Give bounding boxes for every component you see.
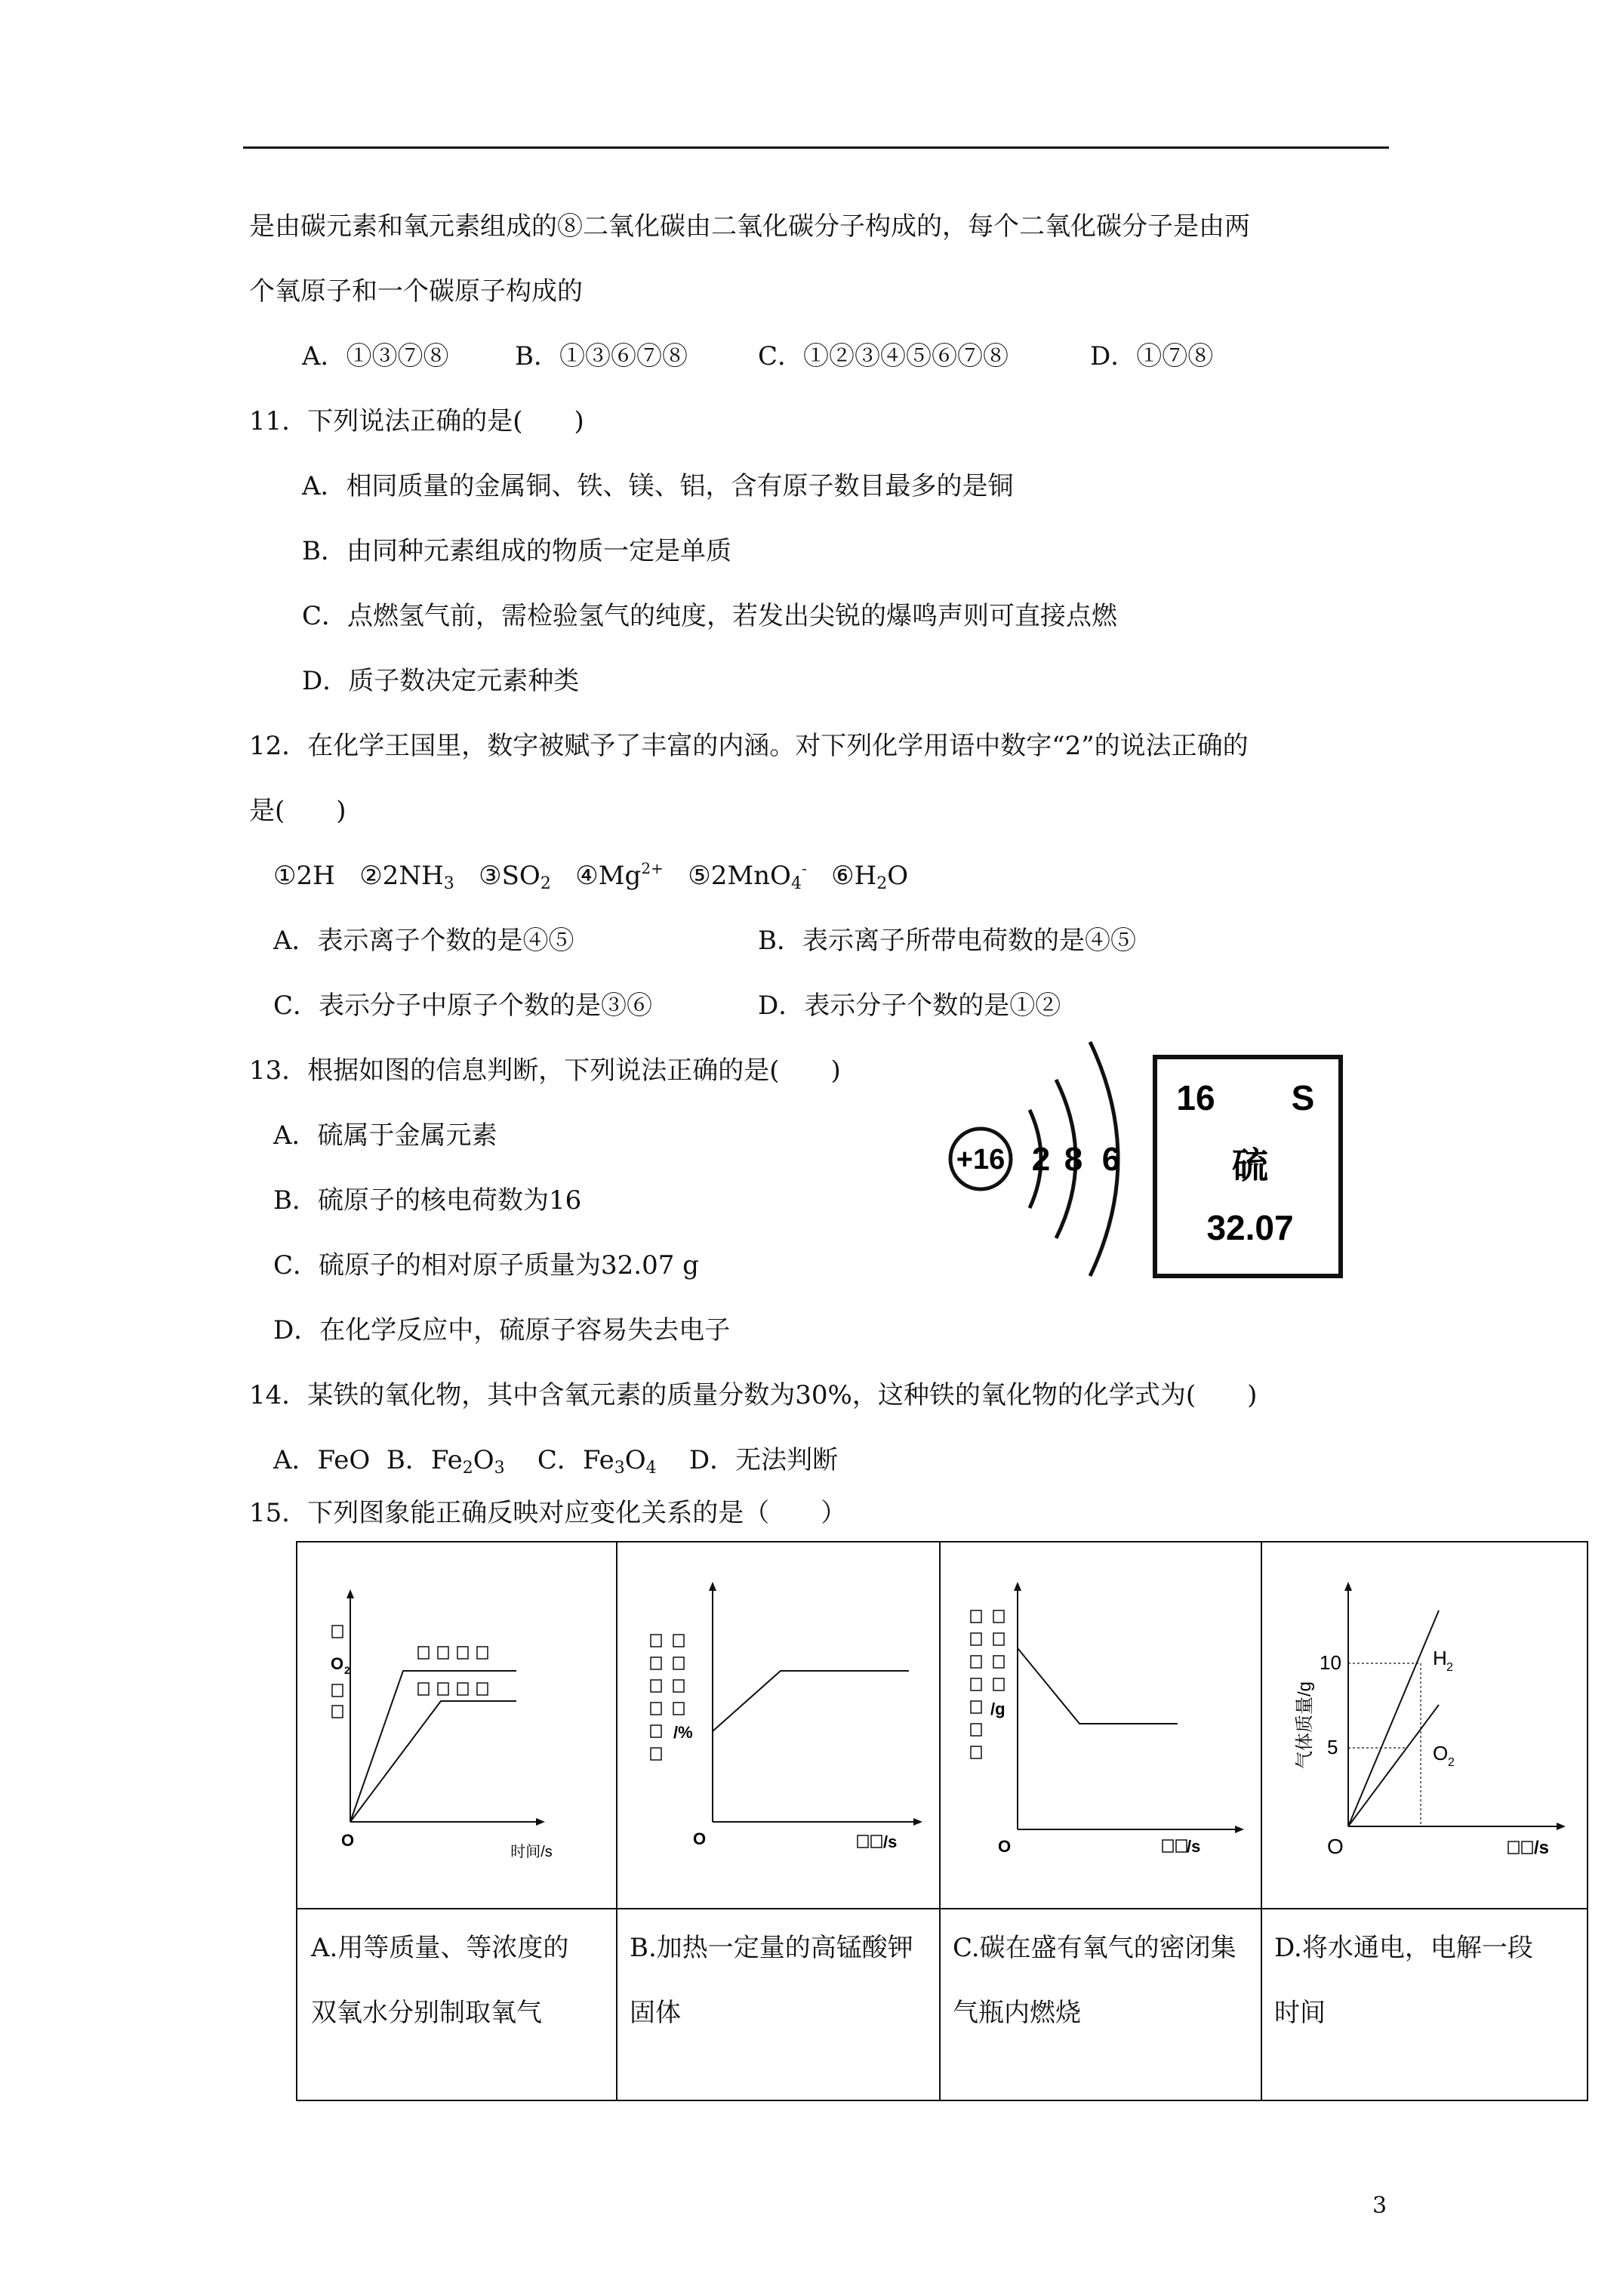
option-b: B．$Fe_2O_3$: [386, 1445, 505, 1478]
graph-b: [630, 1573, 932, 1890]
row-divider: [297, 1908, 1587, 1909]
term-3: $③SO_2$: [479, 861, 551, 893]
svg-text:/s: /s: [1534, 1838, 1550, 1858]
svg-text:O: O: [1433, 1742, 1449, 1764]
svg-text:气体质量/g: 气体质量/g: [1295, 1681, 1315, 1769]
term-5: ⑤2MnO$_4$-: [688, 859, 807, 893]
option-d: D．在化学反应中，硫原子容易失去电子: [273, 1315, 731, 1345]
svg-text:O: O: [1327, 1835, 1344, 1858]
svg-text:O: O: [331, 1654, 344, 1673]
svg-text:2: 2: [1448, 1756, 1455, 1769]
column-divider: [1261, 1542, 1262, 2100]
shell-3-electrons: 6: [1101, 1141, 1121, 1178]
term-4: $④Mg^{2+}$: [575, 859, 664, 891]
question-stem-cont: 是( ): [249, 796, 346, 826]
shell-2-electrons: 8: [1064, 1141, 1083, 1178]
term-2: $②2NH_3$: [359, 861, 454, 893]
option-d: D．①⑦⑧: [1090, 341, 1214, 371]
svg-text:/s: /s: [1187, 1837, 1201, 1856]
question-stem: 15．下列图象能正确反映对应变化关系的是（ ）: [249, 1498, 847, 1528]
option-d: D．表示分子个数的是①②: [758, 991, 1061, 1021]
svg-text:时间/s: 时间/s: [510, 1844, 553, 1860]
option-c: C．$Fe_3O_4$: [537, 1445, 657, 1478]
option-b: B．硫原子的核电荷数为16: [273, 1185, 582, 1216]
svg-text:5: 5: [1327, 1736, 1338, 1758]
svg-text:/g: /g: [990, 1700, 1006, 1718]
option-c: C．点燃氢气前，需检验氢气的纯度，若发出尖锐的爆鸣声则可直接点燃: [302, 601, 1118, 631]
option-b: B．由同种元素组成的物质一定是单质: [302, 536, 731, 566]
sulfur-atom-diagram: [933, 1027, 1356, 1291]
option-a: A．相同质量的金属铜、铁、镁、铝，含有原子数目最多的是铜: [302, 471, 1014, 501]
term-1: ①2H: [273, 861, 335, 891]
option-b: B．表示离子所带电荷数的是④⑤: [758, 926, 1136, 956]
option-d: D．质子数决定元素种类: [302, 666, 580, 696]
svg-text:H: H: [1433, 1647, 1447, 1669]
chemical-terms: [273, 859, 908, 892]
term-6: $⑥H_2O$: [831, 861, 909, 893]
text-line: 是由碳元素和氧元素组成的⑧二氧化碳由二氧化碳分子构成的，每个二氧化碳分子是由两: [249, 211, 1250, 242]
option-a: A．①③⑦⑧: [302, 341, 449, 371]
option-c: C．①②③④⑤⑥⑦⑧: [758, 341, 1009, 371]
nucleus-charge: +16: [956, 1144, 1006, 1176]
column-divider: [939, 1542, 941, 2100]
question-stem: 13．根据如图的信息判断，下列说法正确的是( ): [249, 1056, 841, 1086]
graph-a: [313, 1573, 599, 1890]
caption-d: D.将水通电，电解一段时间: [1274, 1933, 1533, 2028]
option-a: A．硫属于金属元素: [273, 1120, 497, 1151]
svg-text:2: 2: [344, 1664, 350, 1676]
svg-text:10: 10: [1320, 1651, 1341, 1674]
q14-options: [273, 1444, 838, 1477]
svg-text:/s: /s: [883, 1832, 898, 1851]
column-divider: [616, 1542, 617, 2100]
q10-options: [302, 340, 1213, 373]
option-a: A．表示离子个数的是④⑤: [273, 926, 574, 956]
svg-text:O: O: [998, 1837, 1012, 1856]
svg-text:O: O: [693, 1829, 707, 1848]
question-stem: 11．下列说法正确的是( ): [249, 406, 584, 436]
element-symbol: S: [1291, 1078, 1315, 1117]
atomic-mass: 32.07: [1206, 1208, 1294, 1247]
caption-b: B.加热一定量的高锰酸钾固体: [630, 1933, 913, 2028]
atomic-number: 16: [1176, 1078, 1215, 1117]
element-name: 硫: [1231, 1146, 1269, 1186]
svg-text:/%: /%: [673, 1723, 693, 1742]
graph-c: [951, 1573, 1253, 1890]
option-a: A．FeO: [273, 1445, 371, 1475]
question-stem: 12．在化学王国里，数字被赋予了丰富的内涵。对下列化学用语中数字“2”的说法正确的: [249, 731, 1249, 761]
header-rule: [243, 146, 1389, 149]
graph-table: [296, 1541, 1588, 2101]
svg-text:2: 2: [1446, 1661, 1453, 1674]
text-line: 个氧原子和一个碳原子构成的: [249, 276, 583, 307]
page-number: 3: [1372, 2193, 1387, 2219]
option-b: B．①③⑥⑦⑧: [515, 341, 688, 371]
caption-a: A.用等质量、等浓度的双氧水分别制取氧气: [311, 1933, 569, 2028]
option-c: C．硫原子的相对原子质量为32.07 g: [273, 1250, 699, 1281]
graph-d: [1273, 1573, 1582, 1890]
option-c: C．表示分子中原子个数的是③⑥: [273, 991, 653, 1021]
svg-text:O: O: [341, 1831, 355, 1850]
question-stem: 14．某铁的氧化物，其中含氧元素的质量分数为30%，这种铁的氧化物的化学式为( ): [249, 1380, 1258, 1410]
shell-1-electrons: 2: [1031, 1141, 1051, 1178]
option-d: D．无法判断: [688, 1445, 839, 1475]
caption-c: C.碳在盛有氧气的密闭集气瓶内燃烧: [953, 1933, 1236, 2028]
